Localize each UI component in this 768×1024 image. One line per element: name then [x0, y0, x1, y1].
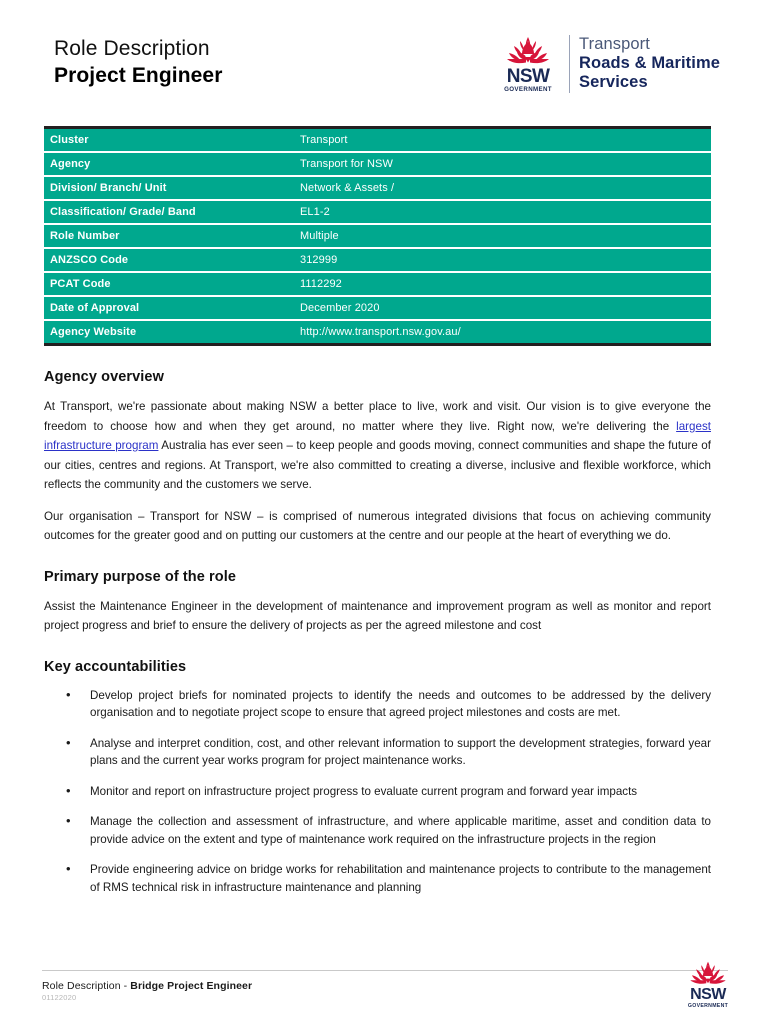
agency-overview-text-after-link: Australia has ever seen – to keep people and goods moving, connect communities and shape the future of our cities, centres and regions. At Transport, we're also committed to creating a diverse, inclusive and flexible workforce, which reflects the community and the customers we serve.: [44, 439, 711, 491]
table-row-value: 1112292: [300, 278, 342, 290]
table-row-value: Transport: [300, 134, 348, 146]
page-title: [54, 36, 222, 89]
document-type-label: Role Description: [54, 37, 210, 60]
agency-overview-text-before-link: At Transport, we're passionate about making NSW a better place to live, work and visit. Our vision is to give everyone the freedom to choose how and when they get around, no matter where they live. Right now, we're delivering the: [44, 400, 711, 433]
document-body: [44, 368, 711, 896]
footer-role-name: Bridge Project Engineer: [130, 980, 253, 992]
table-row: [44, 225, 711, 249]
primary-purpose-paragraph: Assist the Maintenance Engineer in the development of maintenance and improvement program as well as monitor and report project progress and brief to ensure the delivery of projects as per the agreed milestone and cost: [44, 599, 711, 632]
footer-nsw-government-mark: [680, 960, 736, 1010]
section-heading-key-accountabilities: Key accountabilities: [44, 658, 187, 675]
table-row-label: PCAT Code: [50, 278, 111, 290]
table-row-value: http://www.transport.nsw.gov.au/: [300, 326, 461, 338]
list-item: • Develop project briefs for nominated projects to identify the needs and outcomes to be addressed by the delivery organisation and to negotiate project scope to ensure that agreed project milestones and costs are met.: [90, 687, 711, 722]
list-item: • Monitor and report on infrastructure project progress to evaluate current program and forward year impacts: [90, 783, 711, 801]
table-row-label: Classification/ Grade/ Band: [50, 206, 196, 218]
role-title: Project Engineer: [54, 64, 223, 87]
table-row: [44, 297, 711, 321]
nsw-government-mark: [497, 33, 559, 94]
table-row-label: ANZSCO Code: [50, 254, 129, 266]
document-footer: [0, 952, 768, 1024]
nsw-wordmark: NSW: [690, 986, 726, 1003]
agency-wordmark: [579, 33, 720, 92]
table-row-label: Division/ Branch/ Unit: [50, 182, 167, 194]
table-row-value: Network & Assets /: [300, 182, 395, 194]
table-row: [44, 249, 711, 273]
section-heading-primary-purpose: Primary purpose of the role: [44, 568, 237, 585]
footer-title: [42, 979, 252, 993]
nsw-transport-logo: [497, 33, 720, 94]
table-row-value: Multiple: [300, 230, 339, 242]
footer-document-code: 01122020: [42, 993, 77, 1002]
table-row-value: EL1-2: [300, 206, 330, 218]
nsw-wordmark: NSW: [506, 66, 550, 87]
table-row-label: Role Number: [50, 230, 120, 242]
agency-overview-paragraph-1: [44, 397, 711, 495]
footer-label: Role Description -: [42, 980, 131, 992]
key-accountabilities-list: [44, 687, 711, 897]
table-row-value: Transport for NSW: [300, 158, 393, 170]
table-row-label: Agency Website: [50, 326, 137, 338]
agency-wordmark-line-3: Services: [579, 73, 648, 91]
table-row: [44, 129, 711, 153]
section-heading-agency-overview: Agency overview: [44, 369, 164, 385]
nsw-government-wordmark: GOVERNMENT: [687, 1003, 729, 1009]
agency-overview-paragraph-2: Our organisation – Transport for NSW – is comprised of numerous integrated divisions that focus on achieving community outcomes for the greater good and on putting our customers at the centre and our people at the heart of everything we do.: [44, 509, 711, 542]
list-item: • Analyse and interpret condition, cost, and other relevant information to support the development strategies, forward year plans and the current year works program for project maintenance works.: [90, 735, 711, 770]
waratah-flower-icon: [686, 960, 730, 987]
list-item: • Manage the collection and assessment of infrastructure, and where applicable maritime, asset and condition data to provide advice on the extent and type of maintenance work required on the infrastructure projects in the region: [90, 813, 711, 848]
largest-infrastructure-program-link[interactable]: largest infrastructure program: [44, 419, 711, 452]
table-row-value: 312999: [300, 254, 338, 266]
table-row: [44, 153, 711, 177]
table-row: [44, 273, 711, 297]
table-row-label: Date of Approval: [50, 302, 140, 314]
table-row: [44, 201, 711, 225]
footer-divider: [42, 970, 728, 971]
table-row-label: Cluster: [50, 134, 89, 146]
list-item: • Provide engineering advice on bridge works for rehabilitation and maintenance projects to contribute to the management of RMS technical risk in infrastructure maintenance and planning: [90, 861, 711, 896]
table-row: [44, 177, 711, 201]
agency-wordmark-line-2: Roads & Maritime: [579, 54, 720, 72]
table-row-value: December 2020: [300, 302, 380, 314]
table-row: [44, 321, 711, 343]
logo-divider: [569, 35, 570, 93]
document-header: [0, 0, 768, 118]
table-row-label: Agency: [50, 158, 91, 170]
role-details-table: [44, 126, 711, 346]
waratah-flower-icon: [502, 35, 554, 67]
nsw-government-wordmark: GOVERNMENT: [504, 86, 552, 93]
agency-wordmark-line-1: Transport: [579, 35, 650, 53]
